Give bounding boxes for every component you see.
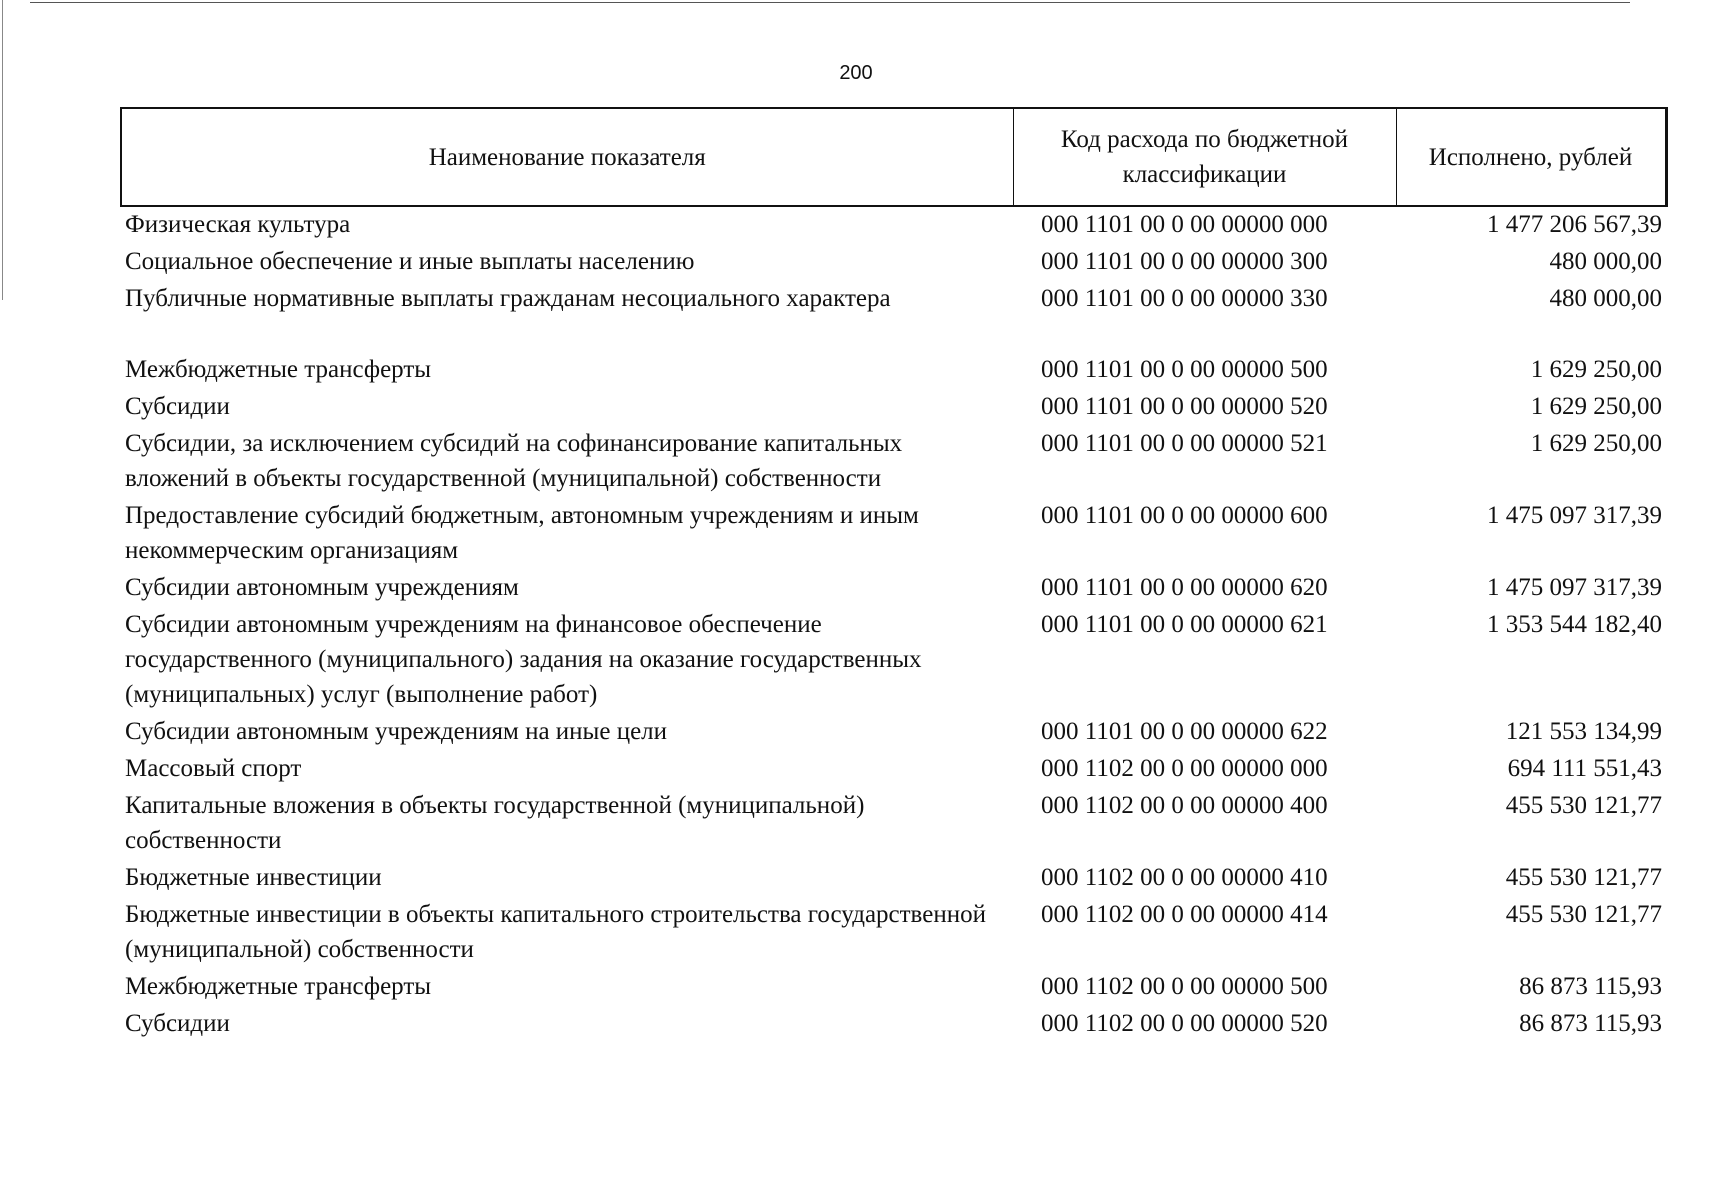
row-code: 000 1101 00 0 00 00000 000 (1041, 211, 1328, 238)
row-amount: 1 629 250,00 (1530, 430, 1662, 457)
table-row (121, 570, 1666, 607)
page-number: 200 (839, 62, 873, 84)
row-amount: 121 553 134,99 (1505, 718, 1662, 745)
table-row (121, 1006, 1666, 1043)
table-row (121, 860, 1666, 897)
row-code: 000 1102 00 0 00 00000 000 (1041, 755, 1328, 782)
row-amount: 1 629 250,00 (1530, 356, 1662, 383)
row-code: 000 1101 00 0 00 00000 300 (1041, 248, 1328, 275)
row-code: 000 1101 00 0 00 00000 620 (1041, 574, 1328, 601)
table-row (121, 352, 1666, 389)
table-row (121, 244, 1666, 281)
row-name: Предоставление субсидий бюджетным, автономным учреждениям и иным некоммерческим организациям (125, 502, 919, 564)
row-name: Межбюджетные трансферты (125, 356, 432, 383)
table-row (121, 714, 1666, 751)
row-amount: 1 475 097 317,39 (1487, 574, 1662, 601)
row-name: Массовый спорт (125, 755, 302, 782)
row-amount: 455 530 121,77 (1505, 901, 1662, 928)
table-row (121, 607, 1666, 714)
header-amount: Исполнено, рублей (1396, 108, 1666, 206)
row-code: 000 1101 00 0 00 00000 521 (1041, 430, 1328, 457)
header-row (121, 108, 1666, 206)
table-header (121, 108, 1666, 206)
row-code: 000 1101 00 0 00 00000 330 (1041, 285, 1328, 312)
row-code: 000 1102 00 0 00 00000 400 (1041, 792, 1328, 819)
table-row (121, 788, 1666, 860)
table-row (121, 206, 1666, 244)
row-amount: 86 873 115,93 (1519, 973, 1662, 1000)
row-code: 000 1101 00 0 00 00000 520 (1041, 393, 1328, 420)
row-name: Субсидии автономным учреждениям на иные цели (125, 718, 668, 745)
row-name: Физическая культура (125, 211, 351, 238)
row-amount: 1 353 544 182,40 (1487, 611, 1662, 638)
row-name: Субсидии (125, 1010, 230, 1037)
row-name: Субсидии автономным учреждениям на финансовое обеспечение государственного (муниципального) задания на оказание государственных (муниципальных) услуг (выполнение работ) (125, 611, 922, 708)
row-name: Бюджетные инвестиции (125, 864, 382, 891)
row-amount: 694 111 551,43 (1507, 755, 1662, 782)
row-code: 000 1101 00 0 00 00000 500 (1041, 356, 1328, 383)
row-code: 000 1102 00 0 00 00000 410 (1041, 864, 1328, 891)
table-row (121, 969, 1666, 1006)
row-amount: 1 629 250,00 (1530, 393, 1662, 420)
row-code: 000 1101 00 0 00 00000 600 (1041, 502, 1328, 529)
row-amount: 455 530 121,77 (1505, 864, 1662, 891)
row-amount: 480 000,00 (1549, 285, 1662, 312)
table-row (121, 751, 1666, 788)
table-body (121, 206, 1666, 1043)
row-code: 000 1101 00 0 00 00000 621 (1041, 611, 1328, 638)
row-amount: 86 873 115,93 (1519, 1010, 1662, 1037)
row-amount: 1 475 097 317,39 (1487, 502, 1662, 529)
row-code: 000 1102 00 0 00 00000 414 (1041, 901, 1328, 928)
left-scan-edge (2, 0, 3, 300)
row-name: Бюджетные инвестиции в объекты капитального строительства государственной (муниципальной) собственности (125, 901, 986, 963)
top-scan-rule (30, 2, 1630, 3)
table-row (121, 389, 1666, 426)
row-code: 000 1102 00 0 00 00000 520 (1041, 1010, 1328, 1037)
table-row (121, 426, 1666, 498)
table-row (121, 498, 1666, 570)
table-row (121, 281, 1666, 352)
row-code: 000 1101 00 0 00 00000 622 (1041, 718, 1328, 745)
row-name: Субсидии автономным учреждениям (125, 574, 519, 601)
header-name: Наименование показателя (121, 108, 1013, 206)
row-amount: 480 000,00 (1549, 248, 1662, 275)
header-code: Код расхода по бюджетной классификации (1013, 108, 1396, 206)
row-name: Субсидии, за исключением субсидий на софинансирование капитальных вложений в объекты государственной (муниципальной) собственности (125, 430, 903, 492)
row-name: Межбюджетные трансферты (125, 973, 432, 1000)
table-row (121, 897, 1666, 969)
row-name: Субсидии (125, 393, 230, 420)
row-name: Капитальные вложения в объекты государственной (муниципальной) собственности (125, 792, 865, 854)
row-amount: 455 530 121,77 (1505, 792, 1662, 819)
row-name: Публичные нормативные выплаты гражданам несоциального характера (125, 285, 891, 312)
expenditure-table (120, 107, 1668, 1043)
row-amount: 1 477 206 567,39 (1487, 211, 1662, 238)
row-name: Социальное обеспечение и иные выплаты населению (125, 248, 695, 275)
row-code: 000 1102 00 0 00 00000 500 (1041, 973, 1328, 1000)
